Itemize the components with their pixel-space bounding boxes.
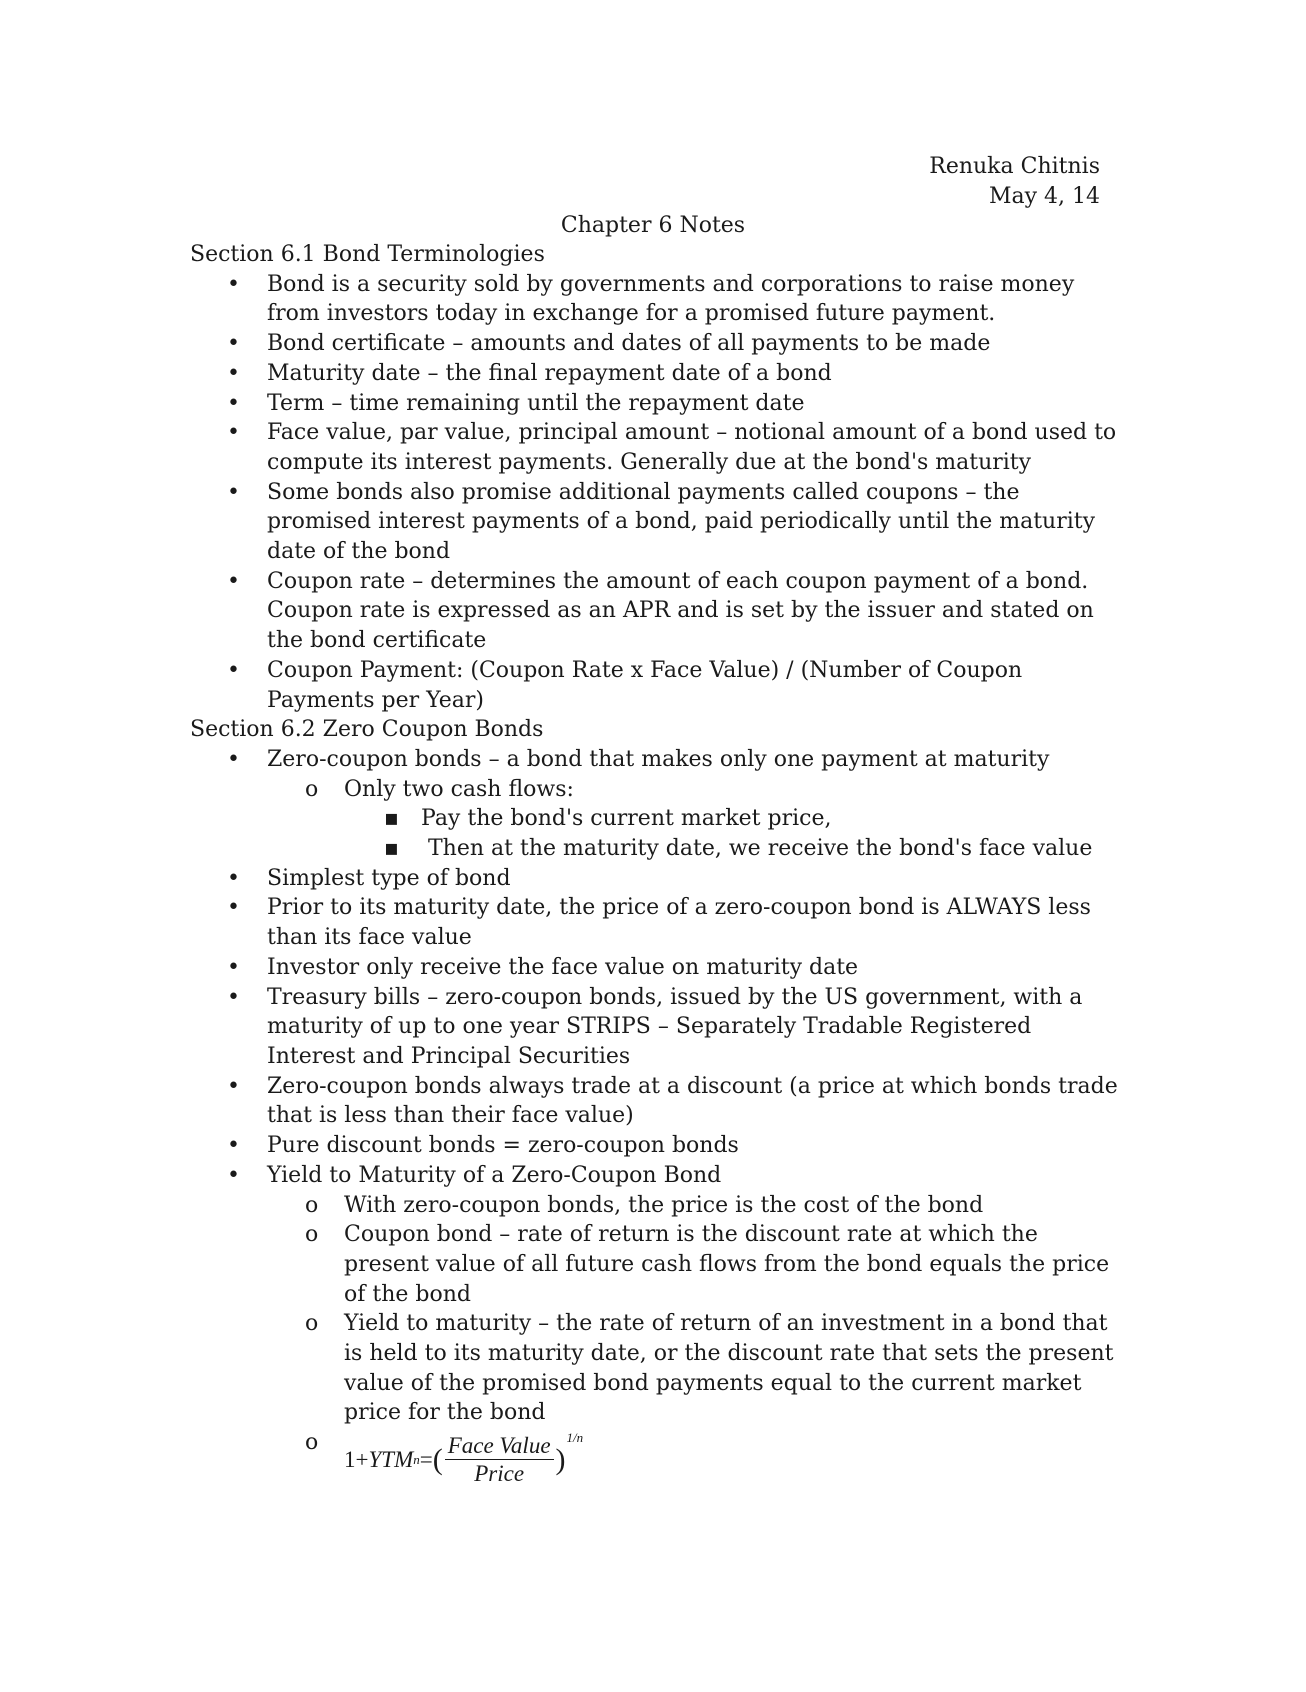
ytm-formula [344,1429,584,1487]
formula-equals: = [419,1446,433,1472]
formula-variable: YTM [368,1446,414,1472]
list-item: • Treasury bills – zero-coupon bonds, issued by the US government, with a maturity of up to one year STRIPS – Separately Tradable Registered Interest and Principal Securities [190,983,1120,1072]
section-heading: Section 6.1 Bond Terminologies [190,242,545,267]
formula-close-paren: ) [555,1442,566,1476]
notes-content [190,240,1120,1487]
list-item: • Investor only receive the face value on maturity date [190,953,1120,983]
list-item-text: Zero-coupon bonds – a bond that makes only one payment at maturity [267,746,1050,772]
sub-sub-list [344,804,1120,863]
sub-list-item [267,775,1120,864]
list-item: • Prior to its maturity date, the price of a zero-coupon bond is ALWAYS less than its face value [190,893,1120,952]
sub-list-item-text: Only two cash flows: [344,776,574,802]
document-date: May 4, 14 [988,183,1100,209]
list-item: • Coupon Payment: (Coupon Rate x Face Value) / (Number of Coupon Payments per Year) [190,656,1120,715]
formula-list-item [267,1428,1120,1487]
bullet-list [190,745,1120,1487]
section-heading: Section 6.2 Zero Coupon Bonds [190,717,544,743]
author-block [929,152,1100,211]
list-item: • Face value, par value, principal amount – notional amount of a bond used to compute its interest payments. Generally due at the bond's maturity [190,418,1120,477]
sub-list-item: o Yield to maturity – the rate of return of an investment in a bond that is held to its maturity date, or the discount rate that sets the present value of the promised bond payments equal to the current market price for the bond [267,1309,1120,1428]
document-title: Chapter 6 Notes [560,213,746,238]
formula-subscript: n [413,1451,420,1467]
sub-list-item: o With zero-coupon bonds, the price is the cost of the bond [267,1191,1120,1221]
list-item [190,745,1120,864]
formula-denominator: Price [474,1461,525,1487]
list-item: • Pure discount bonds = zero-coupon bonds [190,1131,1120,1161]
list-item: • Maturity date – the final repayment date of a bond [190,359,1120,389]
list-item: • Coupon rate – determines the amount of each coupon payment of a bond. Coupon rate is expressed as an APR and is set by the issuer and stated on the bond certificate [190,567,1120,656]
formula-fraction [445,1432,554,1487]
list-item: • Zero-coupon bonds always trade at a discount (a price at which bonds trade that is less than their face value) [190,1072,1120,1131]
sub-sub-list-item: ▪ Then at the maturity date, we receive the bond's face value [344,834,1120,864]
sub-list [267,1191,1120,1488]
sub-sub-list-item: ▪ Pay the bond's current market price, [344,804,1120,834]
formula-open-paren: ( [432,1442,443,1476]
list-item-text: Yield to Maturity of a Zero-Coupon Bond [267,1162,722,1188]
sub-list-item: o Coupon bond – rate of return is the discount rate at which the present value of all future cash flows from the bond equals the price of the bond [267,1220,1120,1309]
list-item [190,1161,1120,1487]
formula-numerator: Face Value [445,1432,554,1460]
list-item: • Bond is a security sold by governments and corporations to raise money from investors today in exchange for a promised future payment. [190,270,1120,329]
formula-exponent: 1/n [566,1429,584,1445]
list-item: • Bond certificate – amounts and dates of all payments to be made [190,329,1120,359]
formula-prefix: o 1+ [344,1446,369,1472]
list-item: • Some bonds also promise additional payments called coupons – the promised interest payments of a bond, paid periodically until the maturity date of the bond [190,478,1120,567]
list-item: • Term – time remaining until the repayment date [190,389,1120,419]
list-item: • Simplest type of bond [190,864,1120,894]
bullet-list [190,270,1120,716]
sub-list [267,775,1120,864]
author-name: Renuka Chitnis [929,154,1100,179]
